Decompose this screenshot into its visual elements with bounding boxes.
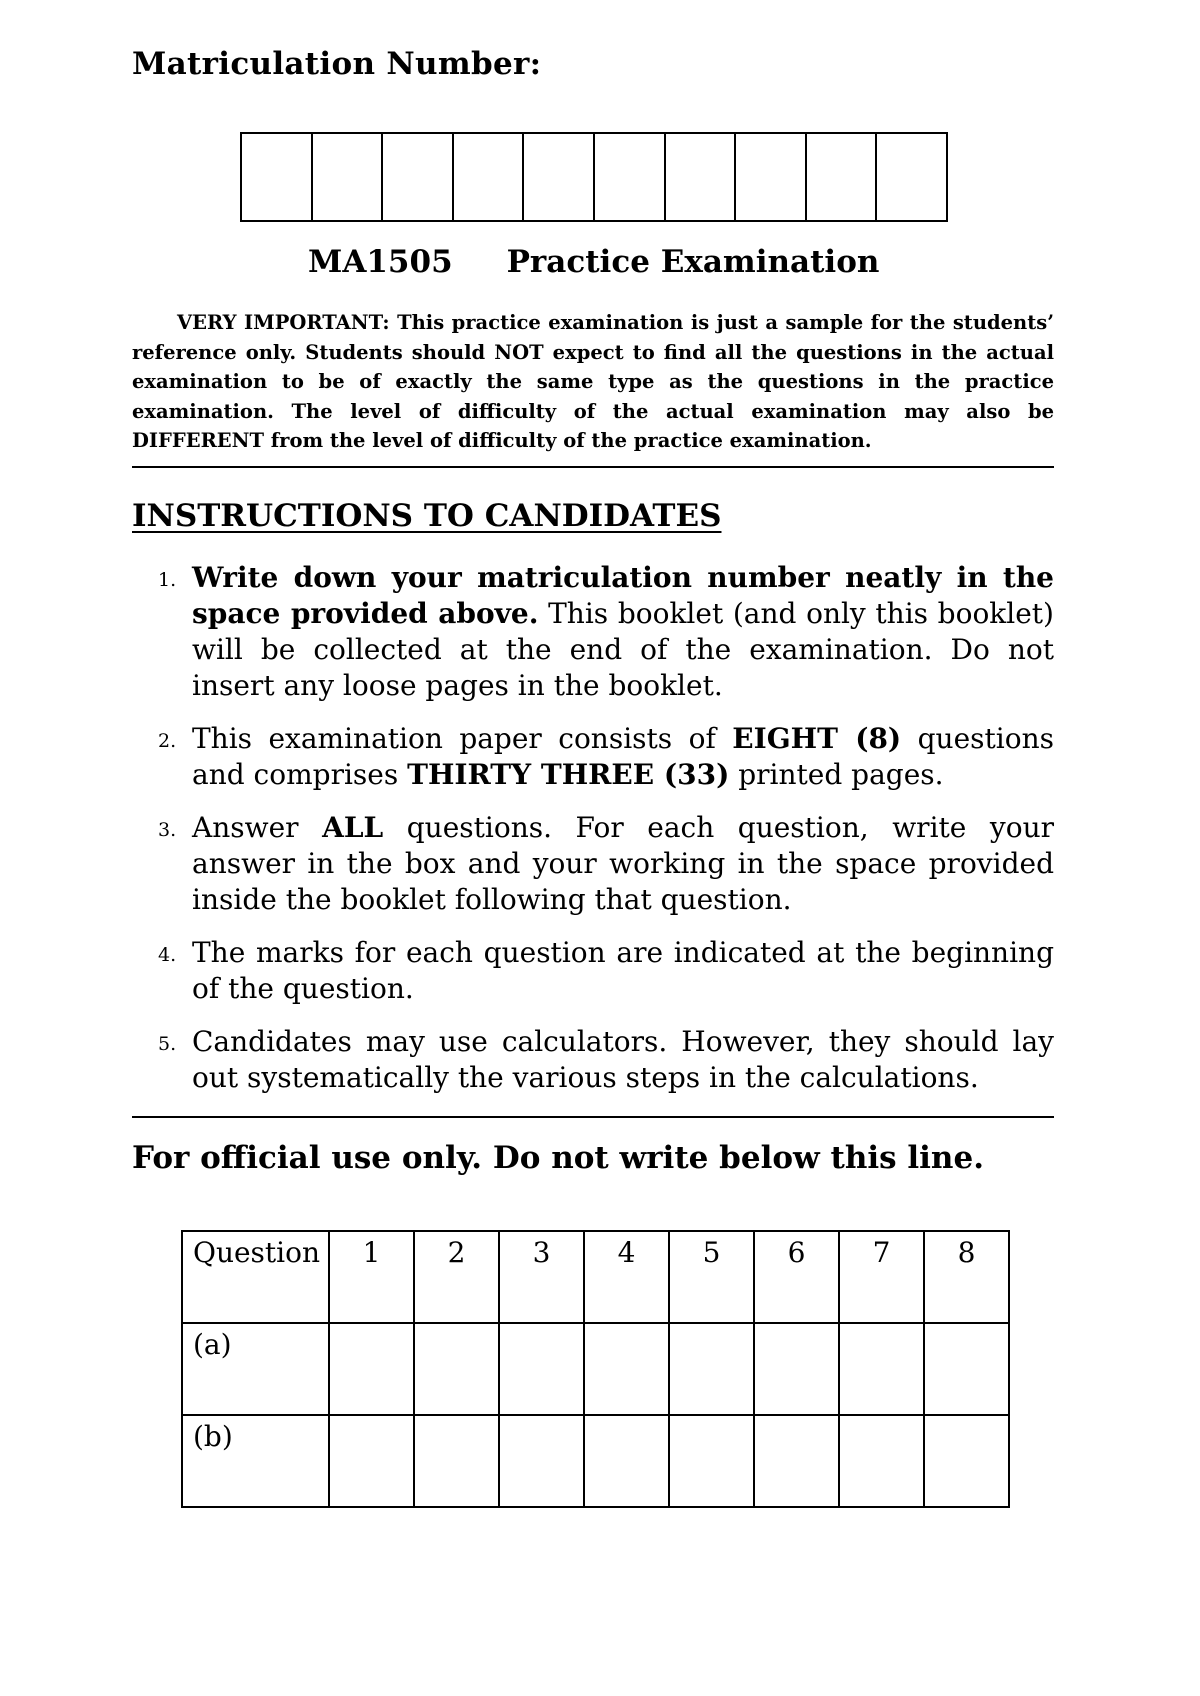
mark-cell <box>839 1415 924 1507</box>
instruction-item <box>132 721 1054 793</box>
instruction-item <box>132 810 1054 918</box>
notice-lead: VERY IMPORTANT: <box>177 311 390 334</box>
instruction-item <box>132 935 1054 1007</box>
mark-cell <box>584 1323 669 1415</box>
mark-cell <box>329 1323 414 1415</box>
exam-title <box>308 244 879 280</box>
instructions-heading: INSTRUCTIONS TO CANDIDATES <box>132 498 722 534</box>
question-number-cell: 1 <box>329 1231 414 1323</box>
mark-cell <box>669 1323 754 1415</box>
mark-cell <box>329 1415 414 1507</box>
matric-digit-box[interactable] <box>454 134 525 220</box>
question-number-cell: 2 <box>414 1231 499 1323</box>
matric-digit-box[interactable] <box>313 134 384 220</box>
part-label-cell: (a) <box>182 1323 329 1415</box>
instruction-number: 5. <box>158 1033 177 1055</box>
mark-cell <box>499 1323 584 1415</box>
instruction-text: This examination paper consists of <box>192 722 733 755</box>
notice-text: This practice examination is just a sample for the students’ reference only. Students should NOT expect to find all the questions in the actual examination to be of exactly the same type as the questions in the practice examination. The level of difficulty of the actual examination may also be DIFFERENT from the level of difficulty of the practice examination. <box>132 311 1054 452</box>
mark-cell <box>414 1415 499 1507</box>
divider-top <box>132 466 1054 468</box>
instruction-number: 2. <box>158 730 177 752</box>
mark-cell <box>839 1323 924 1415</box>
question-number-cell: 3 <box>499 1231 584 1323</box>
part-label-cell: (b) <box>182 1415 329 1507</box>
question-number-cell: 5 <box>669 1231 754 1323</box>
course-code: MA1505 <box>308 244 453 280</box>
marks-table <box>181 1230 1010 1508</box>
table-row <box>182 1323 1009 1415</box>
instruction-item <box>132 560 1054 704</box>
instruction-bold-lead: Write down your matriculation number neatly in the space provided above. <box>192 561 1054 630</box>
mark-cell <box>924 1323 1009 1415</box>
matric-digit-box[interactable] <box>524 134 595 220</box>
divider-bottom <box>132 1116 1054 1118</box>
instruction-text: Candidates may use calculators. However, they should lay out systematically the various steps in the calculations. <box>192 1025 1054 1094</box>
mark-cell <box>754 1323 839 1415</box>
matric-digit-box[interactable] <box>666 134 737 220</box>
table-header-row <box>182 1231 1009 1323</box>
mark-cell <box>414 1323 499 1415</box>
instructions-list <box>132 560 1054 1113</box>
instruction-number: 1. <box>158 569 177 591</box>
instruction-text: Answer <box>192 811 323 844</box>
matric-digit-box[interactable] <box>383 134 454 220</box>
question-header-cell: Question <box>182 1231 329 1323</box>
instruction-text: questions and comprises <box>192 722 1054 791</box>
table-row <box>182 1415 1009 1507</box>
instruction-emphasis: ALL <box>322 811 384 844</box>
mark-cell <box>584 1415 669 1507</box>
mark-cell <box>669 1415 754 1507</box>
matric-digit-box[interactable] <box>807 134 878 220</box>
instruction-emphasis: EIGHT (8) <box>732 722 902 755</box>
instruction-text: This booklet (and only this booklet) will be collected at the end of the examination. Do not insert any loose pages in the booklet. <box>192 597 1054 702</box>
instruction-emphasis: THIRTY THREE (33) <box>407 758 730 791</box>
question-number-cell: 8 <box>924 1231 1009 1323</box>
mark-cell <box>499 1415 584 1507</box>
question-number-cell: 7 <box>839 1231 924 1323</box>
exam-name: Practice Examination <box>506 244 880 280</box>
instruction-number: 3. <box>158 819 177 841</box>
instruction-text: questions. For each question, write your answer in the box and your working in the space provided inside the booklet following that question. <box>192 811 1054 916</box>
question-number-cell: 6 <box>754 1231 839 1323</box>
matric-digit-box[interactable] <box>242 134 313 220</box>
matric-digit-box[interactable] <box>877 134 946 220</box>
matric-digit-box[interactable] <box>595 134 666 220</box>
matric-digit-box[interactable] <box>736 134 807 220</box>
matriculation-number-boxes <box>240 132 948 222</box>
mark-cell <box>754 1415 839 1507</box>
instruction-text: printed pages. <box>729 758 944 791</box>
instruction-text: The marks for each question are indicated at the beginning of the question. <box>192 936 1054 1005</box>
mark-cell <box>924 1415 1009 1507</box>
matriculation-label: Matriculation Number: <box>132 46 542 82</box>
important-notice <box>132 308 1054 456</box>
instruction-item <box>132 1024 1054 1096</box>
official-use-note: For official use only. Do not write below this line. <box>132 1140 984 1176</box>
question-number-cell: 4 <box>584 1231 669 1323</box>
instruction-number: 4. <box>158 944 177 966</box>
